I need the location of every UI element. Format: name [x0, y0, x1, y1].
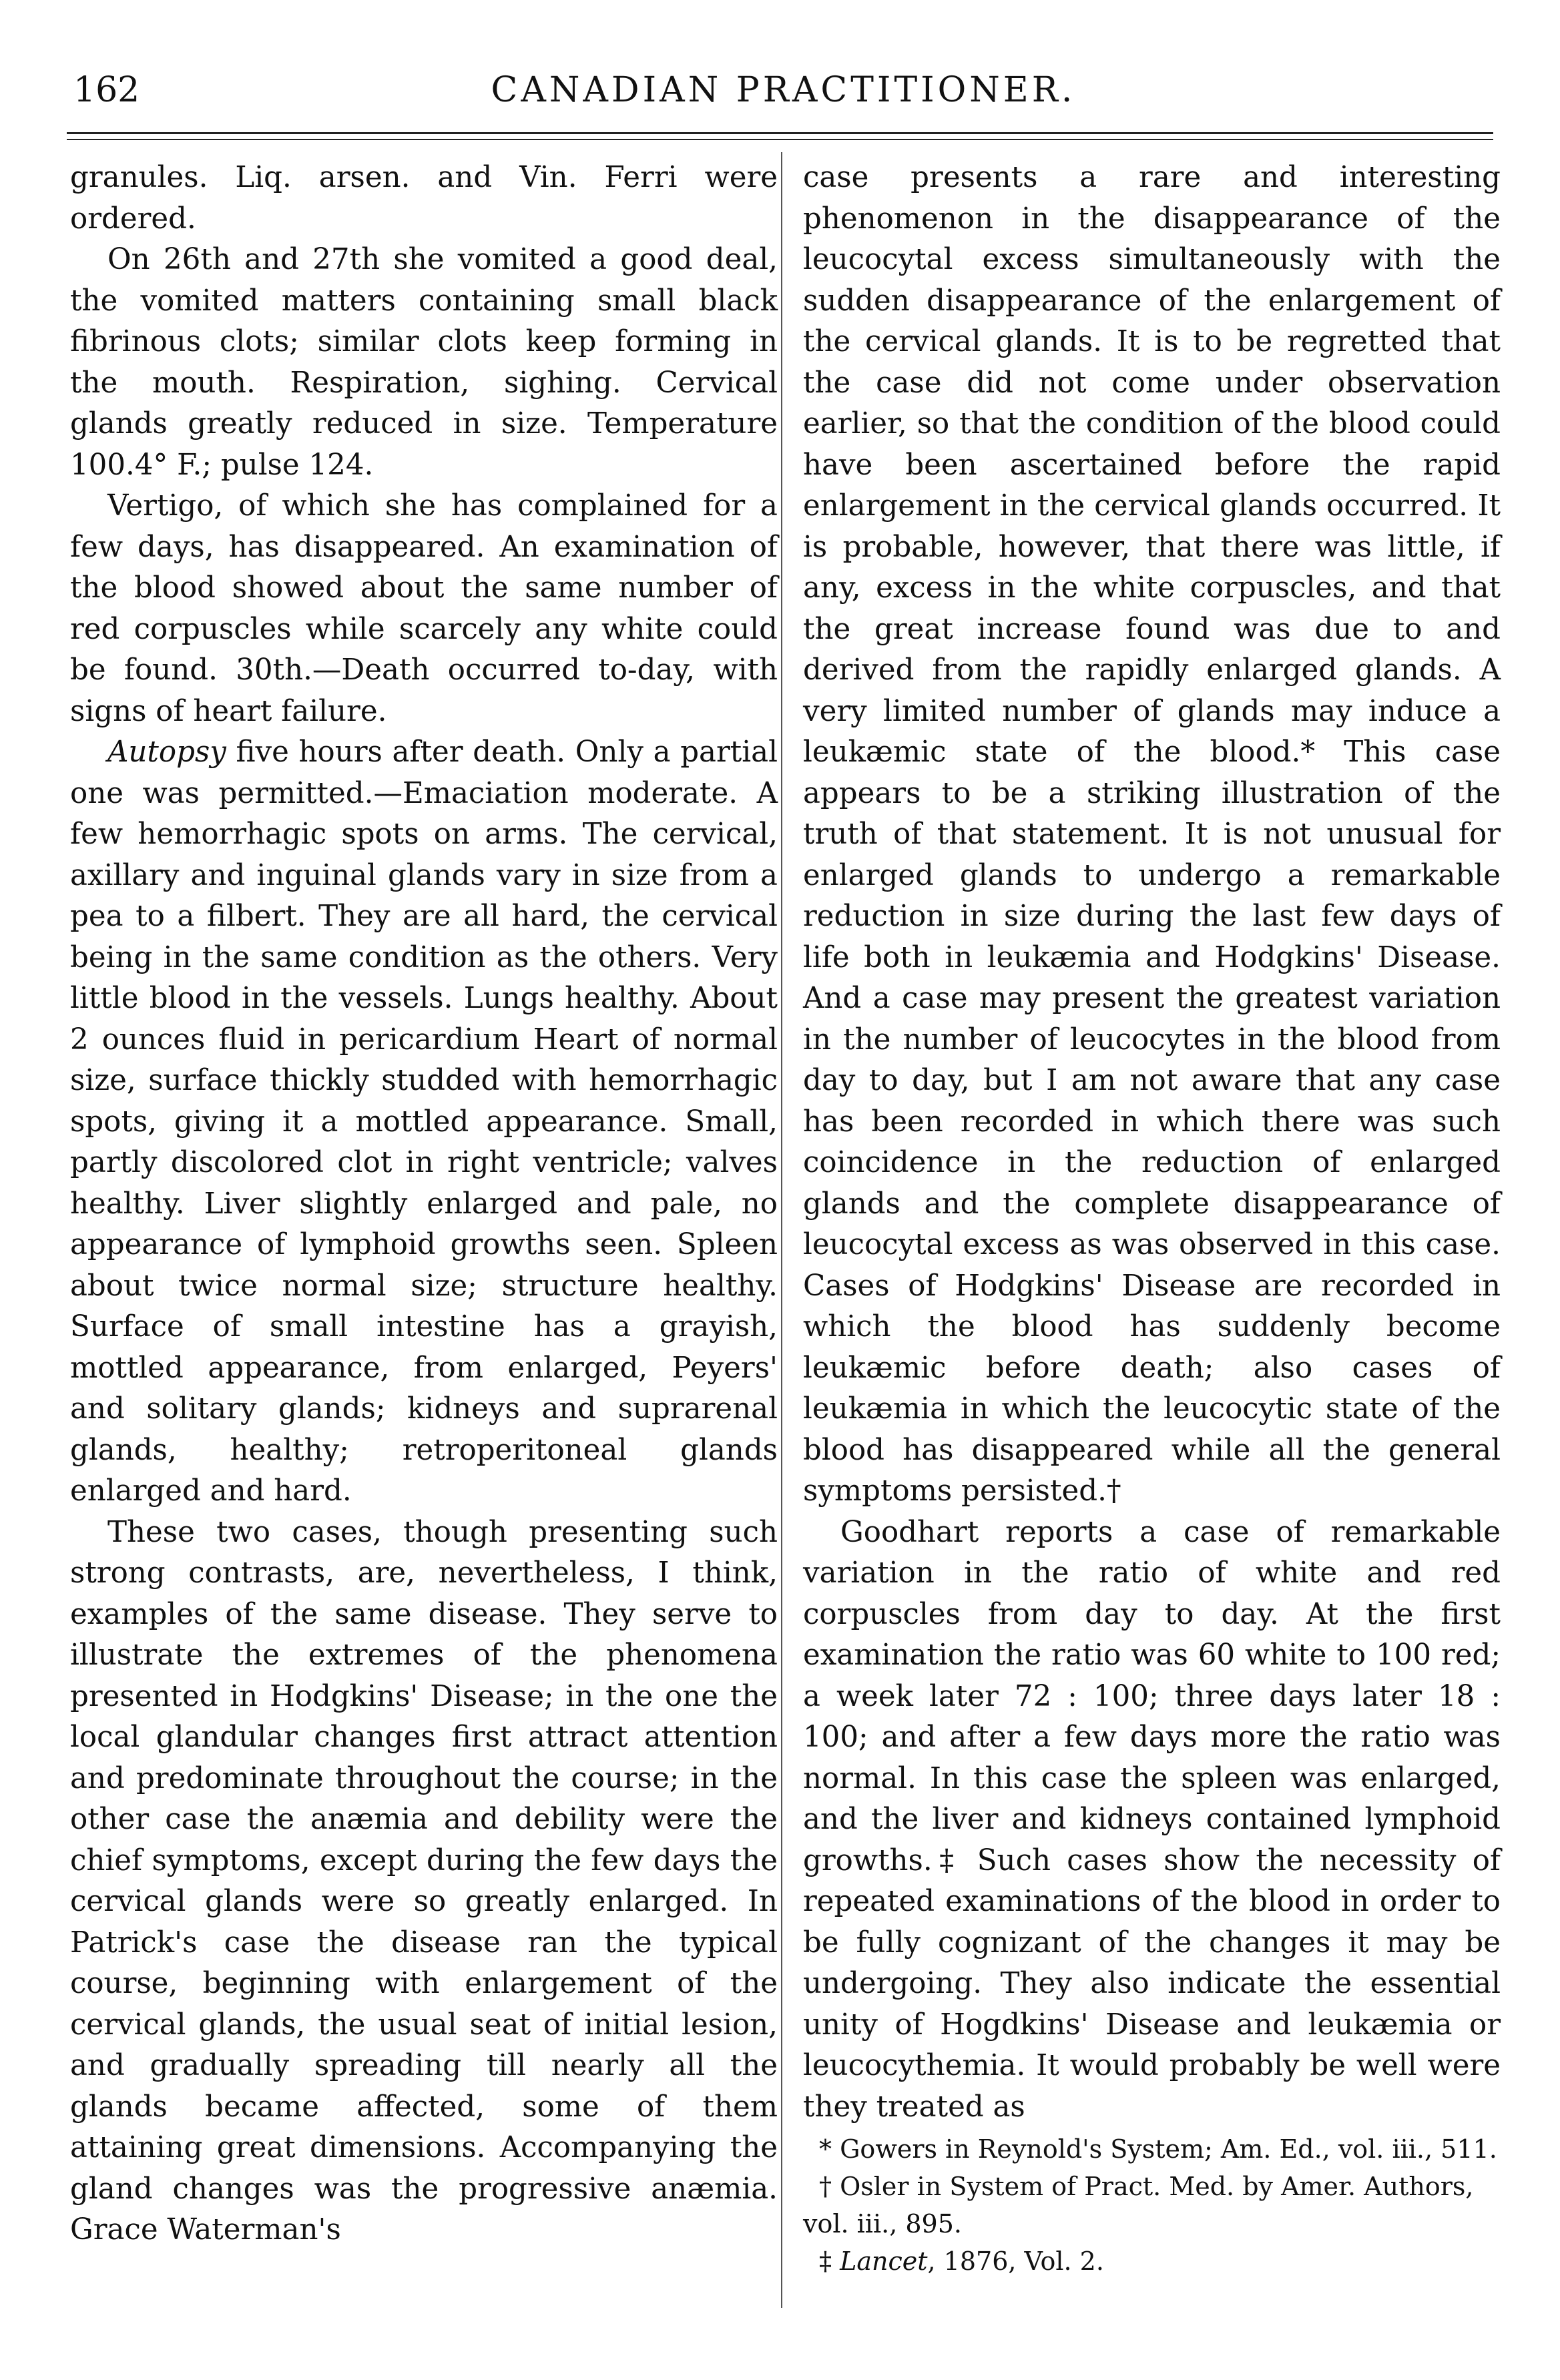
header-rule-thin — [67, 139, 1493, 140]
paragraph: Goodhart reports a case of remarkable variation in the ratio of white and red corpuscles from day to day. At the first examination the ratio was 60 white to 100 red; a week later 72 : 100; three days later 18 : 100; and after a few days more the ratio was normal. In this case the spleen was enlarged, and the liver and kidneys contained lymphoid growths.‡ Such cases show the necessity of repeated examinations of the blood in order to be fully cognizant of the changes it may be undergoing. They also indicate the essential unity of Hogdkins' Disease and leukæmia or leucocythemia. It would probably be well were they treated as — [803, 1515, 1501, 2124]
footnote-mark: ‡ — [819, 2247, 832, 2276]
paragraph: granules. Liq. arsen. and Vin. Ferri were ordered. — [70, 161, 778, 236]
left-column — [70, 158, 778, 2251]
footnotes — [803, 2130, 1497, 2280]
right-column — [803, 158, 1501, 2128]
footnote: * Gowers in Reynold's System; Am. Ed., vol. iii., 511. — [819, 2134, 1497, 2164]
autopsy-text: five hours after death. Only a partial one was permitted.—Emaciation moderate. A few hemorrhagic spots on arms. The cervical, axillary and inguinal glands vary in size from a pea to a filbert. They are all hard, the cervical being in the same condition as the others. Very little blood in the vessels. Lungs healthy. About 2 ounces fluid in pericardium Heart of normal size, surface thickly studded with hemorrhagic spots, giving it a mottled appearance. Small, partly discolored clot in right ventricle; valves healthy. Liver slightly enlarged and pale, no appearance of lymphoid growths seen. Spleen about twice normal size; structure healthy. Surface of small intestine has a grayish, mottled appearance, from enlarged, Peyers' and solitary glands; kidneys and suprarenal glands, healthy; retroperitoneal glands enlarged and hard. — [70, 735, 778, 1508]
paragraph: These two cases, though presenting such strong contrasts, are, nevertheless, I think, examples of the same disease. They serve to illustrate the extremes of the phenomena presented in Hodgkins' Disease; in the one the local glandular changes first attract attention and predominate throughout the course; in the other case the anæmia and debility were the chief symptoms, except during the few days the cervical glands were so greatly enlarged. In Patrick's case the disease ran the typical course, beginning with enlargement of the cervical glands, the usual seat of initial lesion, and gradually spreading till nearly all the glands became affected, some of them attaining great dimensions. Accompanying the gland changes was the progressive anæmia. Grace Waterman's — [70, 1515, 778, 2247]
paragraph: Vertigo, of which she has complained for a few days, has disappeared. An examination of the blood showed about the same number of red corpuscles while scarcely any white could be found. 30th.—Death occurred to-day, with signs of heart failure. — [70, 489, 778, 728]
paragraph: On 26th and 27th she vomited a good deal, the vomited matters containing small black fibrinous clots; similar clots keep forming in the mouth. Respiration, sighing. Cervical glands greatly reduced in size. Temperature 100.4° F.; pulse 124. — [70, 243, 778, 482]
autopsy-paragraph — [70, 732, 778, 1512]
footnote-journal: Lancet — [840, 2247, 928, 2276]
header-rule — [67, 132, 1493, 134]
column-divider — [781, 152, 782, 2308]
page-header — [73, 63, 1493, 110]
footnote-rest: , 1876, Vol. 2. — [927, 2247, 1104, 2276]
footnote — [803, 2243, 1497, 2280]
page-number: 162 — [73, 70, 140, 110]
paragraph: case presents a rare and interesting phenomenon in the disappearance of the leucocytal excess simultaneously with the sudden disappearance of the enlargement of the cervical glands. It is to be regretted that the case did not come under observation earlier, so that the condition of the blood could have been ascertained before the rapid enlargement in the cervical glands occurred. It is probable, however, that there was little, if any, excess in the white corpuscles, and that the great increase found was due to and derived from the rapidly enlarged glands. A very limited number of glands may induce a leukæmic state of the blood.* This case appears to be a striking illustration of the truth of that statement. It is not unusual for enlarged glands to undergo a remarkable reduction in size during the last few days of life both in leukæmia and Hodgkins' Disease. And a case may present the greatest variation in the number of leucocytes in the blood from day to day, but I am not aware that any case has been recorded in which there was such coincidence in the reduction of enlarged glands and the complete disappearance of leucocytal excess as was observed in this case. Cases of Hodgkins' Disease are recorded in which the blood has suddenly become leukæmic before death; also cases of leukæmia in which the leucocytic state of the blood has disappeared while all the general symptoms persisted.† — [803, 161, 1501, 1508]
footnote: † Osler in System of Pract. Med. by Amer. Authors, vol. iii., 895. — [803, 2172, 1474, 2239]
autopsy-label: Autopsy — [107, 735, 226, 769]
running-head: CANADIAN PRACTITIONER. — [491, 70, 1076, 110]
